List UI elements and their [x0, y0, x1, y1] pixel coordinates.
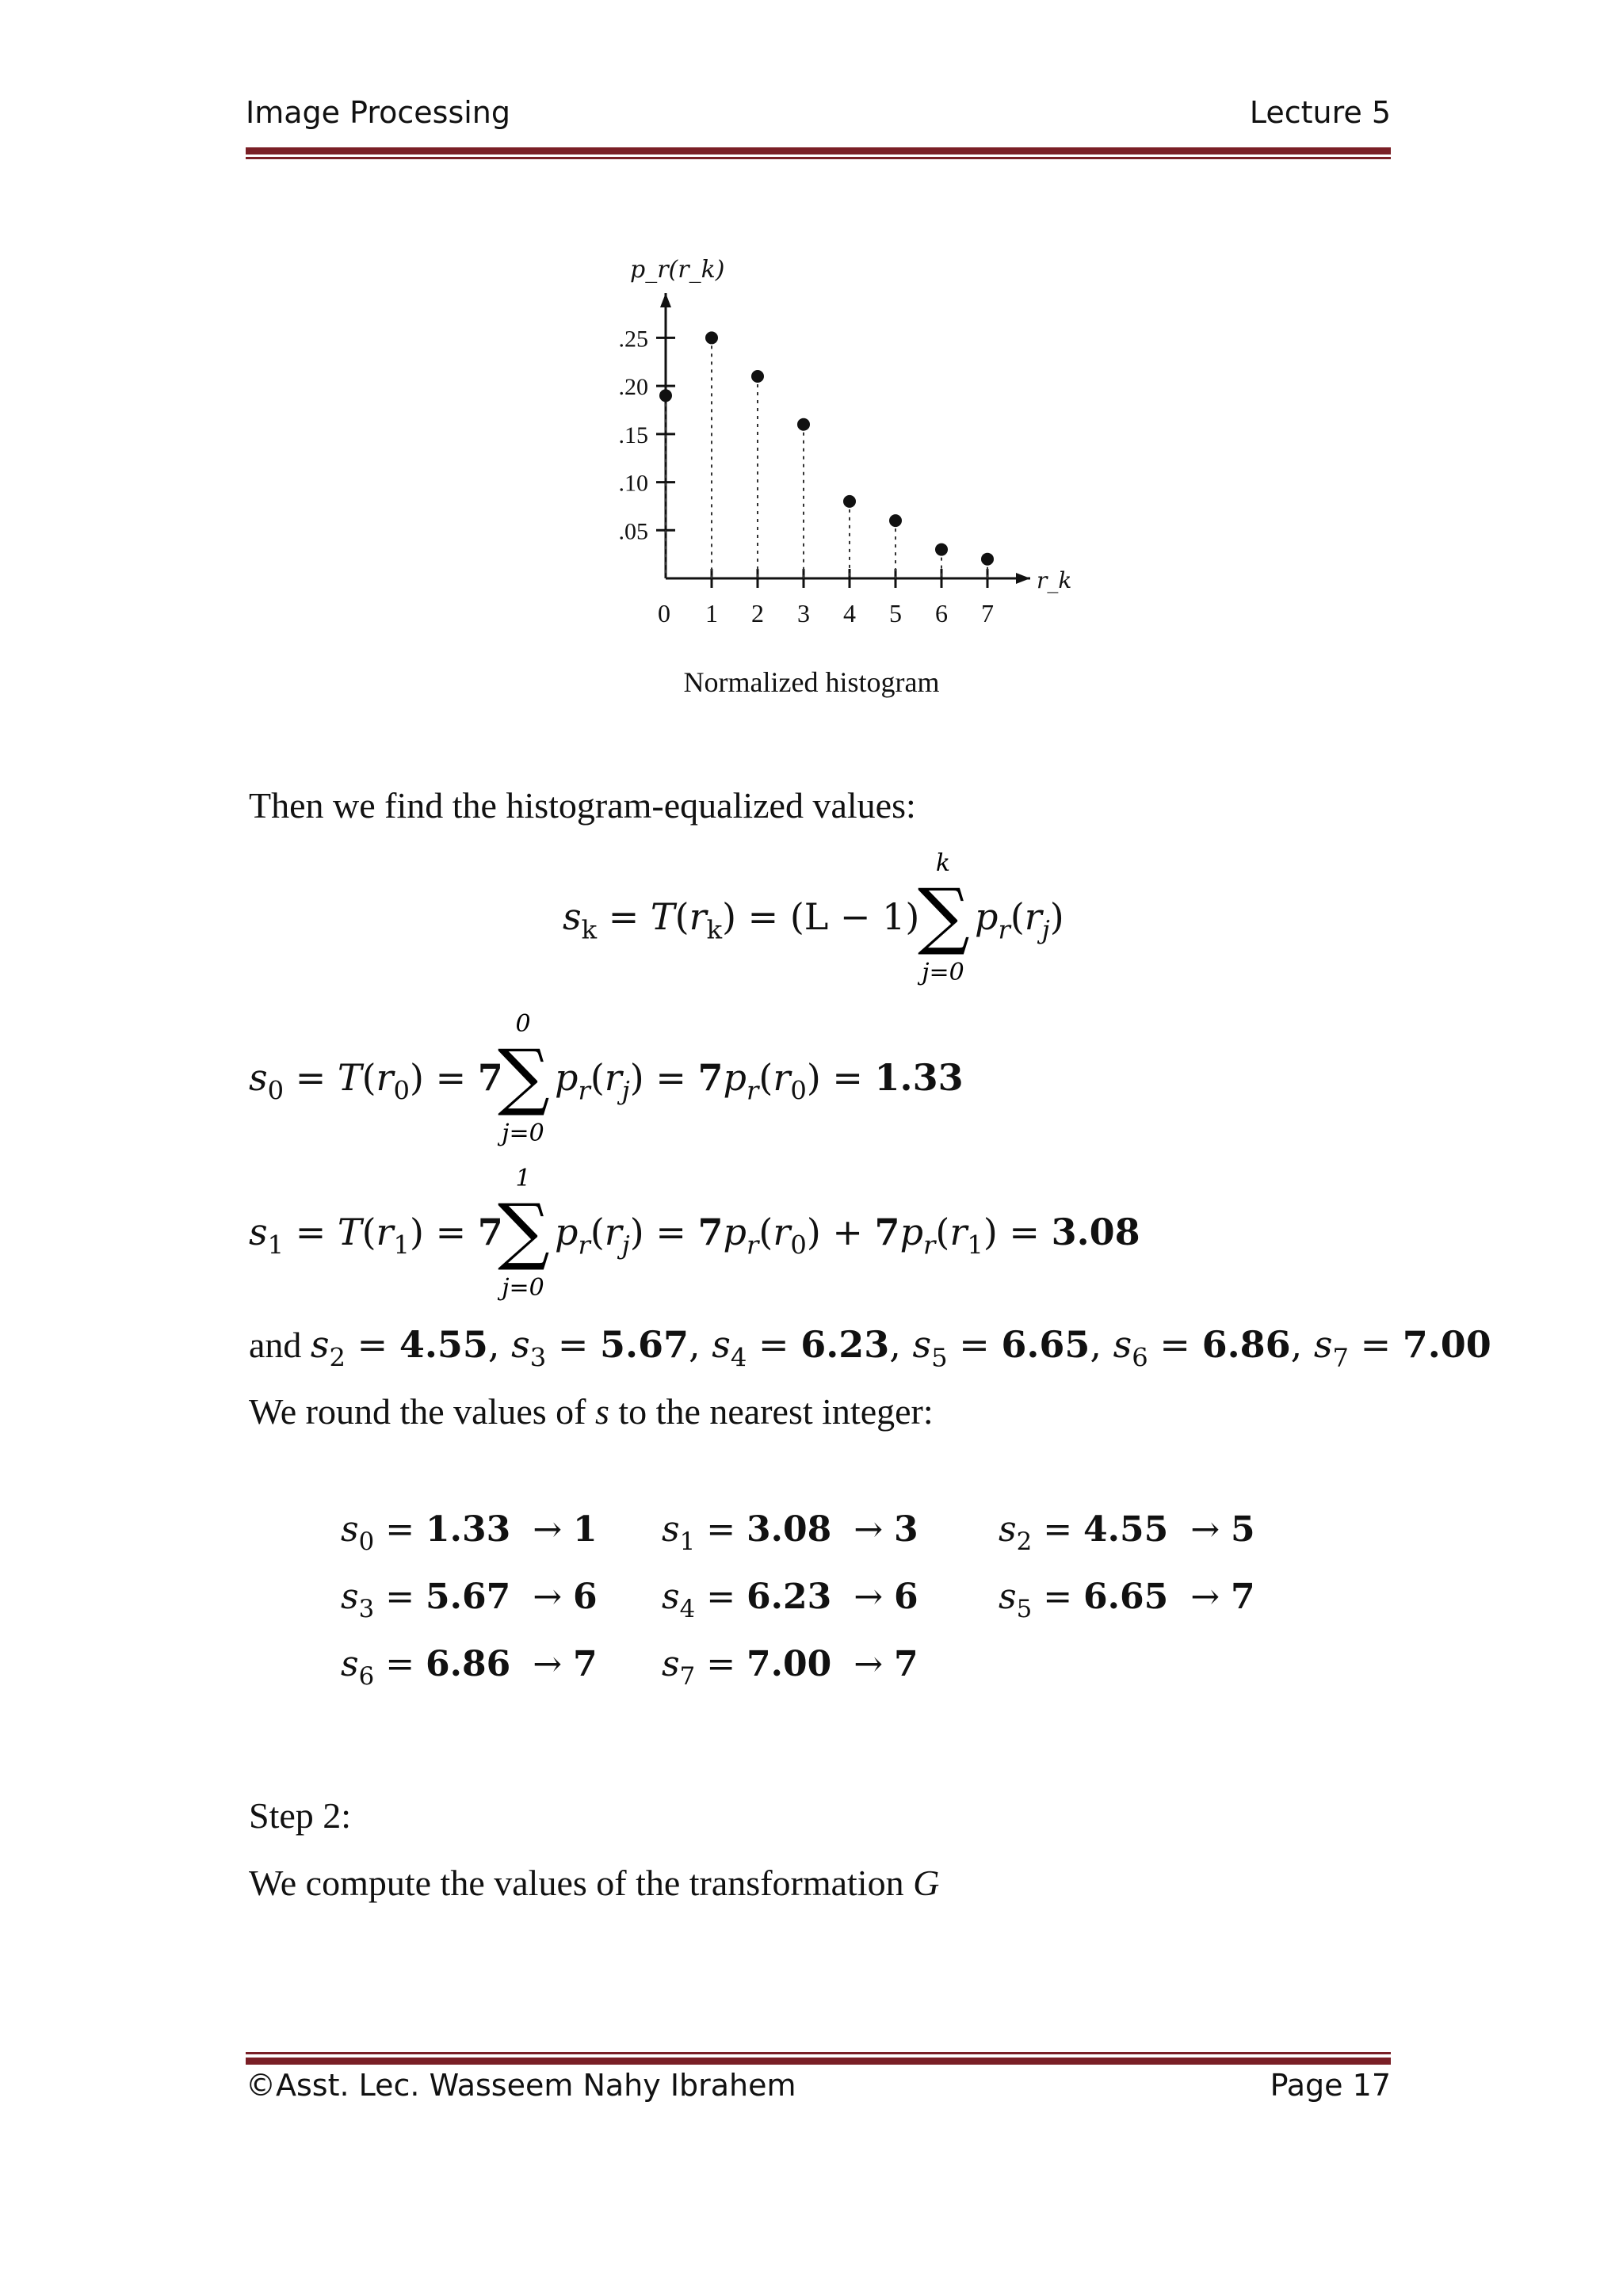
rounded-s5: $s_5 = 6.65 \to 7$ — [999, 1577, 1255, 1623]
footer-page-number: Page 17 — [1270, 2068, 1391, 2103]
y-tick-label: .15 — [618, 421, 648, 448]
data-point — [981, 553, 994, 566]
y-tick-label: .10 — [618, 470, 648, 497]
y-tick-label: .05 — [618, 518, 648, 545]
s1-result: 3.08 — [1051, 1211, 1140, 1253]
chart-caption: Normalized histogram — [683, 666, 940, 698]
and-value-s3: $s_3 = 5.67$, — [511, 1323, 701, 1373]
data-point — [797, 418, 810, 431]
x-tick-label: 1 — [705, 599, 718, 627]
data-point — [705, 331, 718, 344]
and-word: and — [249, 1325, 302, 1365]
general-upper-limit: k — [935, 849, 951, 877]
s0-result: 1.33 — [874, 1056, 964, 1099]
header-rule-thin — [246, 157, 1391, 159]
x-tick-label: 7 — [981, 599, 994, 627]
x-tick-label: 0 — [658, 599, 670, 627]
general-sigma: ∑ — [918, 873, 970, 958]
x-tick-label: 4 — [843, 599, 856, 627]
x-tick-label: 2 — [751, 599, 764, 627]
s0-lower-limit: j=0 — [502, 1119, 544, 1147]
footer-rule-thick — [246, 2058, 1391, 2065]
x-axis-label: r_k — [1037, 567, 1072, 593]
and-values — [310, 1323, 1491, 1373]
header-lecture: Lecture 5 — [1249, 95, 1391, 130]
and-values-line — [249, 1323, 1491, 1372]
footer-author: ©Asst. Lec. Wasseem Nahy Ibrahem — [246, 2068, 796, 2103]
compute-sentence: We compute the values of the transformation G — [249, 1863, 940, 1903]
y-tick-label: .20 — [618, 374, 648, 401]
data-point — [843, 495, 856, 508]
x-tick-label: 5 — [889, 599, 902, 627]
and-value-s7: $s_7 = 7.00$ — [1313, 1323, 1491, 1373]
s1-upper-limit: 1 — [515, 1165, 531, 1192]
general-lower-limit: j=0 — [922, 959, 964, 986]
and-value-s5: $s_5 = 6.65$, — [912, 1323, 1102, 1373]
header-title: Image Processing — [246, 95, 511, 130]
rounded-s2: $s_2 = 4.55 \to 5$ — [999, 1509, 1255, 1556]
s0-upper-limit: 0 — [515, 1010, 531, 1038]
y-axis-arrow — [660, 293, 671, 307]
rounded-s7: $s_7 = 7.00 \to 7$ — [662, 1644, 918, 1691]
s0-sigma: ∑ — [498, 1034, 550, 1119]
intro-paragraph: Then we find the histogram-equalized values: — [249, 785, 916, 826]
data-point — [935, 543, 948, 556]
normalized-histogram-chart — [586, 246, 1078, 642]
compute-var: G — [913, 1863, 940, 1903]
and-value-s2: $s_2 = 4.55$, — [310, 1323, 500, 1373]
rounded-s4: $s_4 = 6.23 \to 6$ — [662, 1577, 918, 1623]
chart-marks — [619, 326, 995, 627]
x-tick-label: 3 — [797, 599, 810, 627]
and-value-s6: $s_6 = 6.86$, — [1113, 1323, 1303, 1373]
x-tick-label: 6 — [935, 599, 948, 627]
and-value-s4: $s_4 = 6.23$, — [712, 1323, 901, 1373]
round-intro-var: s — [595, 1391, 609, 1432]
y-tick-label: .25 — [618, 326, 648, 353]
s1-sigma: ∑ — [498, 1188, 550, 1273]
data-point — [889, 514, 902, 527]
footer-rule-thin — [246, 2052, 1391, 2054]
header-rule-thick — [246, 147, 1391, 154]
step2-heading: Step 2: — [249, 1795, 352, 1836]
rounded-s0: $s_0 = 1.33 \to 1$ — [341, 1509, 598, 1556]
y-axis-label: p_r(r_k) — [630, 256, 725, 284]
rounded-s3: $s_3 = 5.67 \to 6$ — [341, 1577, 598, 1623]
data-point — [659, 389, 672, 402]
data-point — [751, 370, 764, 383]
page-footer — [246, 2068, 1391, 2115]
x-axis-arrow — [1016, 573, 1030, 584]
rounded-s6: $s_6 = 6.86 \to 7$ — [341, 1644, 598, 1691]
page-header — [246, 95, 1391, 143]
round-intro: We round the values of s to the nearest integer: — [249, 1391, 934, 1432]
s1-lower-limit: j=0 — [502, 1274, 544, 1302]
rounded-s1: $s_1 = 3.08 \to 3$ — [662, 1509, 918, 1556]
